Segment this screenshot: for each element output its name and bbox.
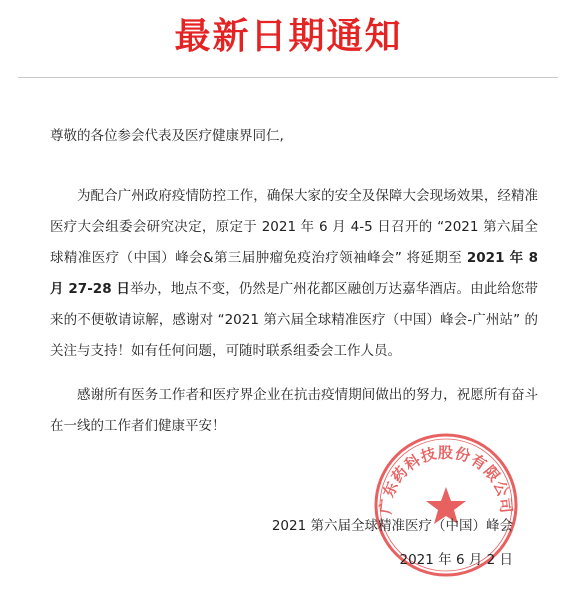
- paragraph1-text-after: 举办，地点不变，仍然是广州花都区融创万达嘉华酒店。由此给您带来的不便敬请谅解，感谢对 “2021 第六届全球精准医疗（中国）峰会-广州站” 的关注与支持！如有任何问题，可随时联系组委会工作人员。: [50, 281, 539, 359]
- notice-title: 最新日期通知: [174, 16, 403, 57]
- new-date-bold: 2021 年 8 月 27-28 日: [50, 250, 538, 297]
- paragraph1-text-before: 为配合广州政府疫情防控工作，确保大家的安全及保障大会现场效果，经精准医疗大会组委会研究决定，原定于 2021 年 6 月 4-5 日召开的 “2021 第六届全球精准医疗（中国）峰会&第三届肿瘤免疫治疗领袖峰会” 将延期至: [50, 188, 538, 266]
- paragraph-postponement: [50, 181, 538, 367]
- signature-organization: 2021 第六届全球精准医疗（中国）峰会: [271, 518, 513, 534]
- salutation: 尊敬的各位参会代表及医疗健康界同仁,: [50, 128, 284, 144]
- seal-text: 广东药科技股份有限公司: [376, 443, 516, 515]
- paragraph-thanks: 感谢所有医务工作者和医疗界企业在抗击疫情期间做出的努力，祝愿所有奋斗在一线的工作者们健康平安！: [50, 387, 538, 434]
- signature-date: 2021 年 6 月 2 日: [399, 552, 513, 568]
- title-divider: [18, 77, 558, 78]
